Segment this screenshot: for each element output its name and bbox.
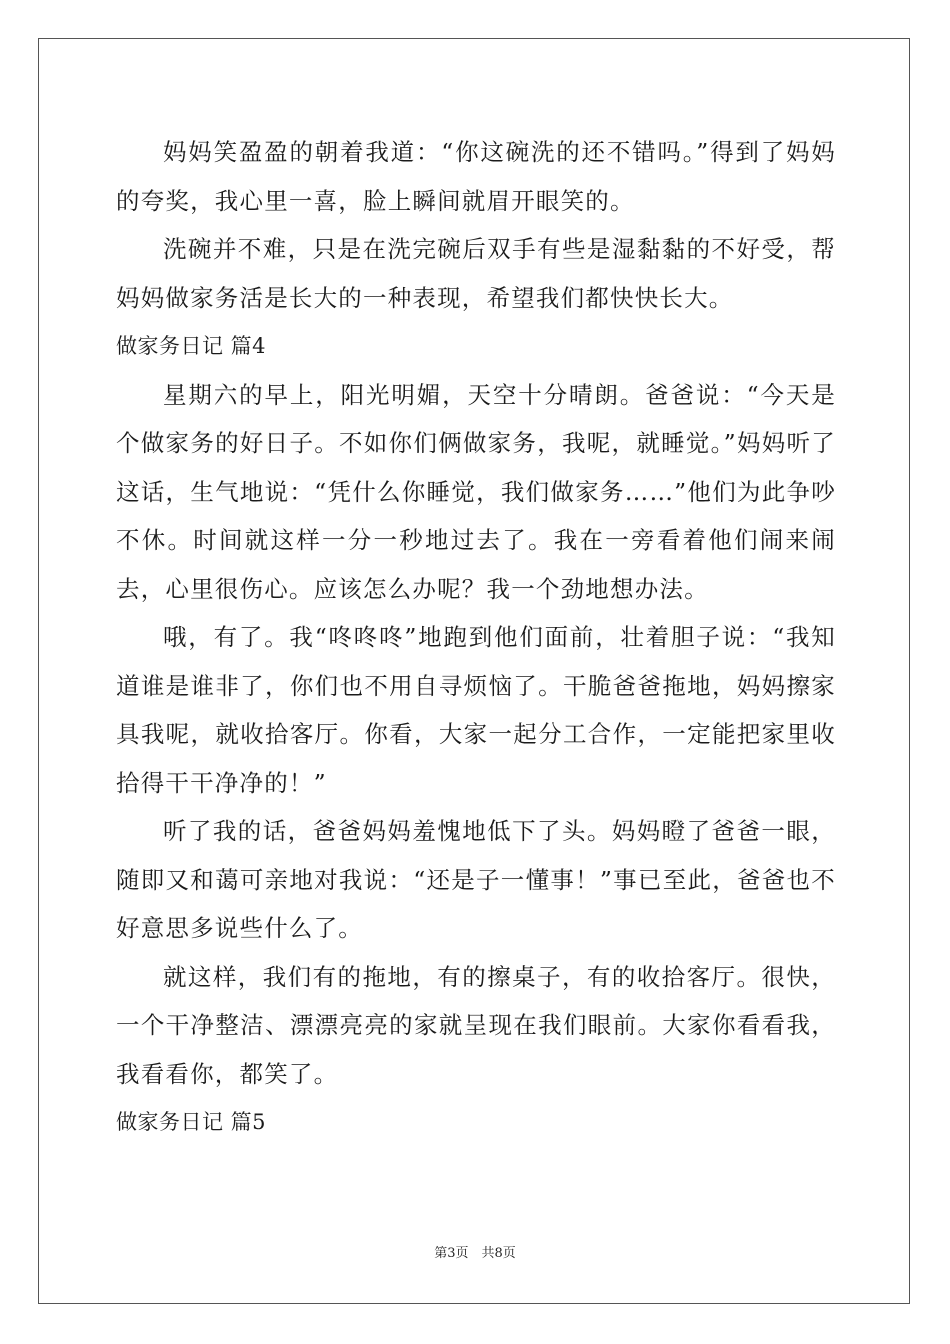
paragraph: 哦，有了。我“咚咚咚”地跑到他们面前，壮着胆子说：“我知道谁是谁非了，你们也不用自寻烦恼了。干脆爸爸拖地，妈妈擦家具我呢，就收拾客厅。你看，大家一起分工合作，一定能把家里收拾得干干净净的！” <box>116 623 836 797</box>
paragraph: 听了我的话，爸爸妈妈羞愧地低下了头。妈妈瞪了爸爸一眼，随即又和蔼可亲地对我说：“还是子一懂事！”事已至此，爸爸也不好意思多说些什么了。 <box>116 817 836 942</box>
paragraph: 洗碗并不难，只是在洗完碗后双手有些是湿黏黏的不好受，帮妈妈做家务活是长大的一种表现，希望我们都快快长大。 <box>116 235 836 312</box>
paragraph: 星期六的早上，阳光明媚，天空十分晴朗。爸爸说：“今天是个做家务的好日子。不如你们俩做家务，我呢，就睡觉。”妈妈听了这话，生气地说：“凭什么你睡觉，我们做家务……”他们为此争吵不休。时间就这样一分一秒地过去了。我在一旁看着他们闹来闹去，心里很伤心。应该怎么办呢？我一个劲地想办法。 <box>116 380 836 603</box>
paragraph: 就这样，我们有的拖地，有的擦桌子，有的收拾客厅。很快，一个干净整洁、漂漂亮亮的家就呈现在我们眼前。大家你看看我，我看看你，都笑了。 <box>116 962 836 1088</box>
section-heading: 做家务日记 篇4 <box>116 334 267 358</box>
page-number-footer: 第3页 共8页 <box>434 1246 516 1261</box>
section-heading: 做家务日记 篇5 <box>116 1110 267 1134</box>
document-body <box>116 128 836 1147</box>
paragraph: 妈妈笑盈盈的朝着我道：“你这碗洗的还不错吗。”得到了妈妈的夸奖，我心里一喜，脸上瞬间就眉开眼笑的。 <box>116 138 836 215</box>
